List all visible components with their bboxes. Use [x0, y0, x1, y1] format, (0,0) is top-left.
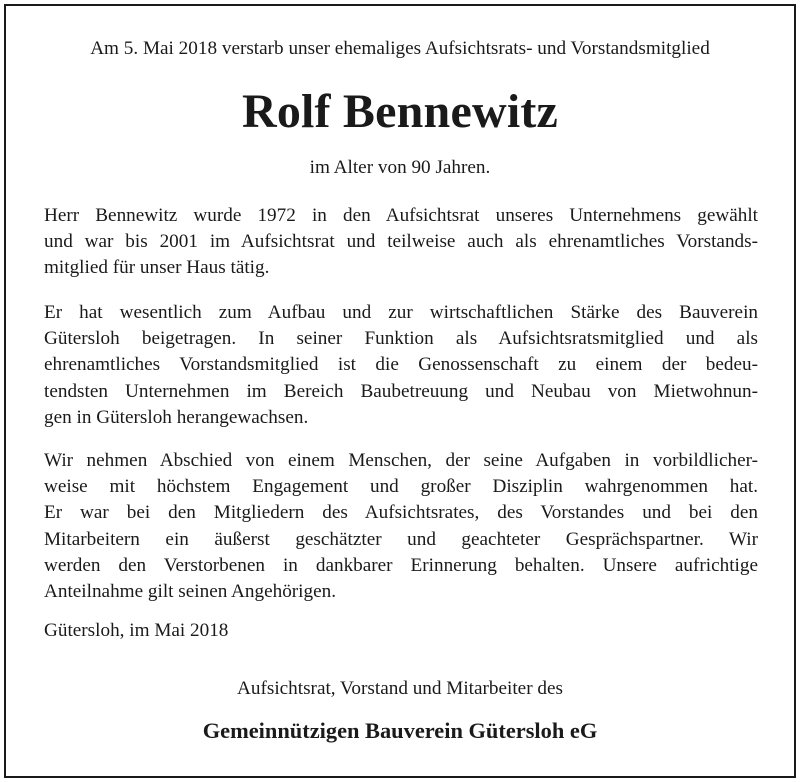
text-line: Herr Bennewitz wurde 1972 in den Aufsichtsrat unseres Unternehmens gewählt	[44, 205, 758, 226]
deceased-name: Rolf Bennewitz	[241, 85, 559, 138]
text-line: weise mit höchstem Engagement und großer Disziplin wahrgenommen hat.	[44, 476, 758, 498]
text-line: tendsten Unternehmen im Bereich Baubetreuung und Neubau von Mietwohnun-	[44, 380, 758, 402]
paragraph-career	[44, 203, 758, 282]
signers-line: Aufsichtsrat, Vorstand und Mitarbeiter des	[237, 678, 563, 699]
organization-name: Gemeinnützigen Bauverein Gütersloh eG	[202, 718, 598, 743]
paragraph-farewell	[44, 448, 758, 605]
text-line: gen in Gütersloh herangewachsen.	[44, 406, 309, 428]
paragraph-contribution	[44, 300, 758, 431]
text-line: Anteilnahme gilt seinen Angehörigen.	[44, 580, 337, 602]
text-line: Er war bei den Mitgliedern des Aufsichtsrates, des Vorstandes und bei den	[44, 502, 758, 524]
text-line: und war bis 2001 im Aufsichtsrat und teilweise auch als ehrenamtliches Vorstands-	[44, 231, 758, 253]
text-line: ehrenamtliches Vorstandsmitglied ist die Genossenschaft zu einem der bedeu-	[44, 354, 758, 376]
text-line: Mitarbeitern ein äußerst geschätzter und geachteter Gesprächspartner. Wir	[44, 528, 758, 550]
text-line: Wir nehmen Abschied von einem Menschen, der seine Aufgaben in vorbildlicher-	[44, 450, 758, 471]
text-line: Er hat wesentlich zum Aufbau und zur wirtschaftlichen Stärke des Bauverein	[44, 302, 758, 323]
text-line: Gütersloh beigetragen. In seiner Funktion als Aufsichtsratsmitglied und als	[44, 328, 758, 350]
intro-line: Am 5. Mai 2018 verstarb unser ehemaliges Aufsichtsrats- und Vorstandsmitglied	[90, 38, 710, 59]
age-line: im Alter von 90 Jahren.	[309, 157, 491, 178]
text-line: mitglied für unser Haus tätig.	[44, 257, 270, 279]
place-date: Gütersloh, im Mai 2018	[44, 620, 229, 641]
text-line: werden den Verstorbenen in dankbarer Erinnerung behalten. Unsere aufrichtige	[44, 554, 758, 576]
